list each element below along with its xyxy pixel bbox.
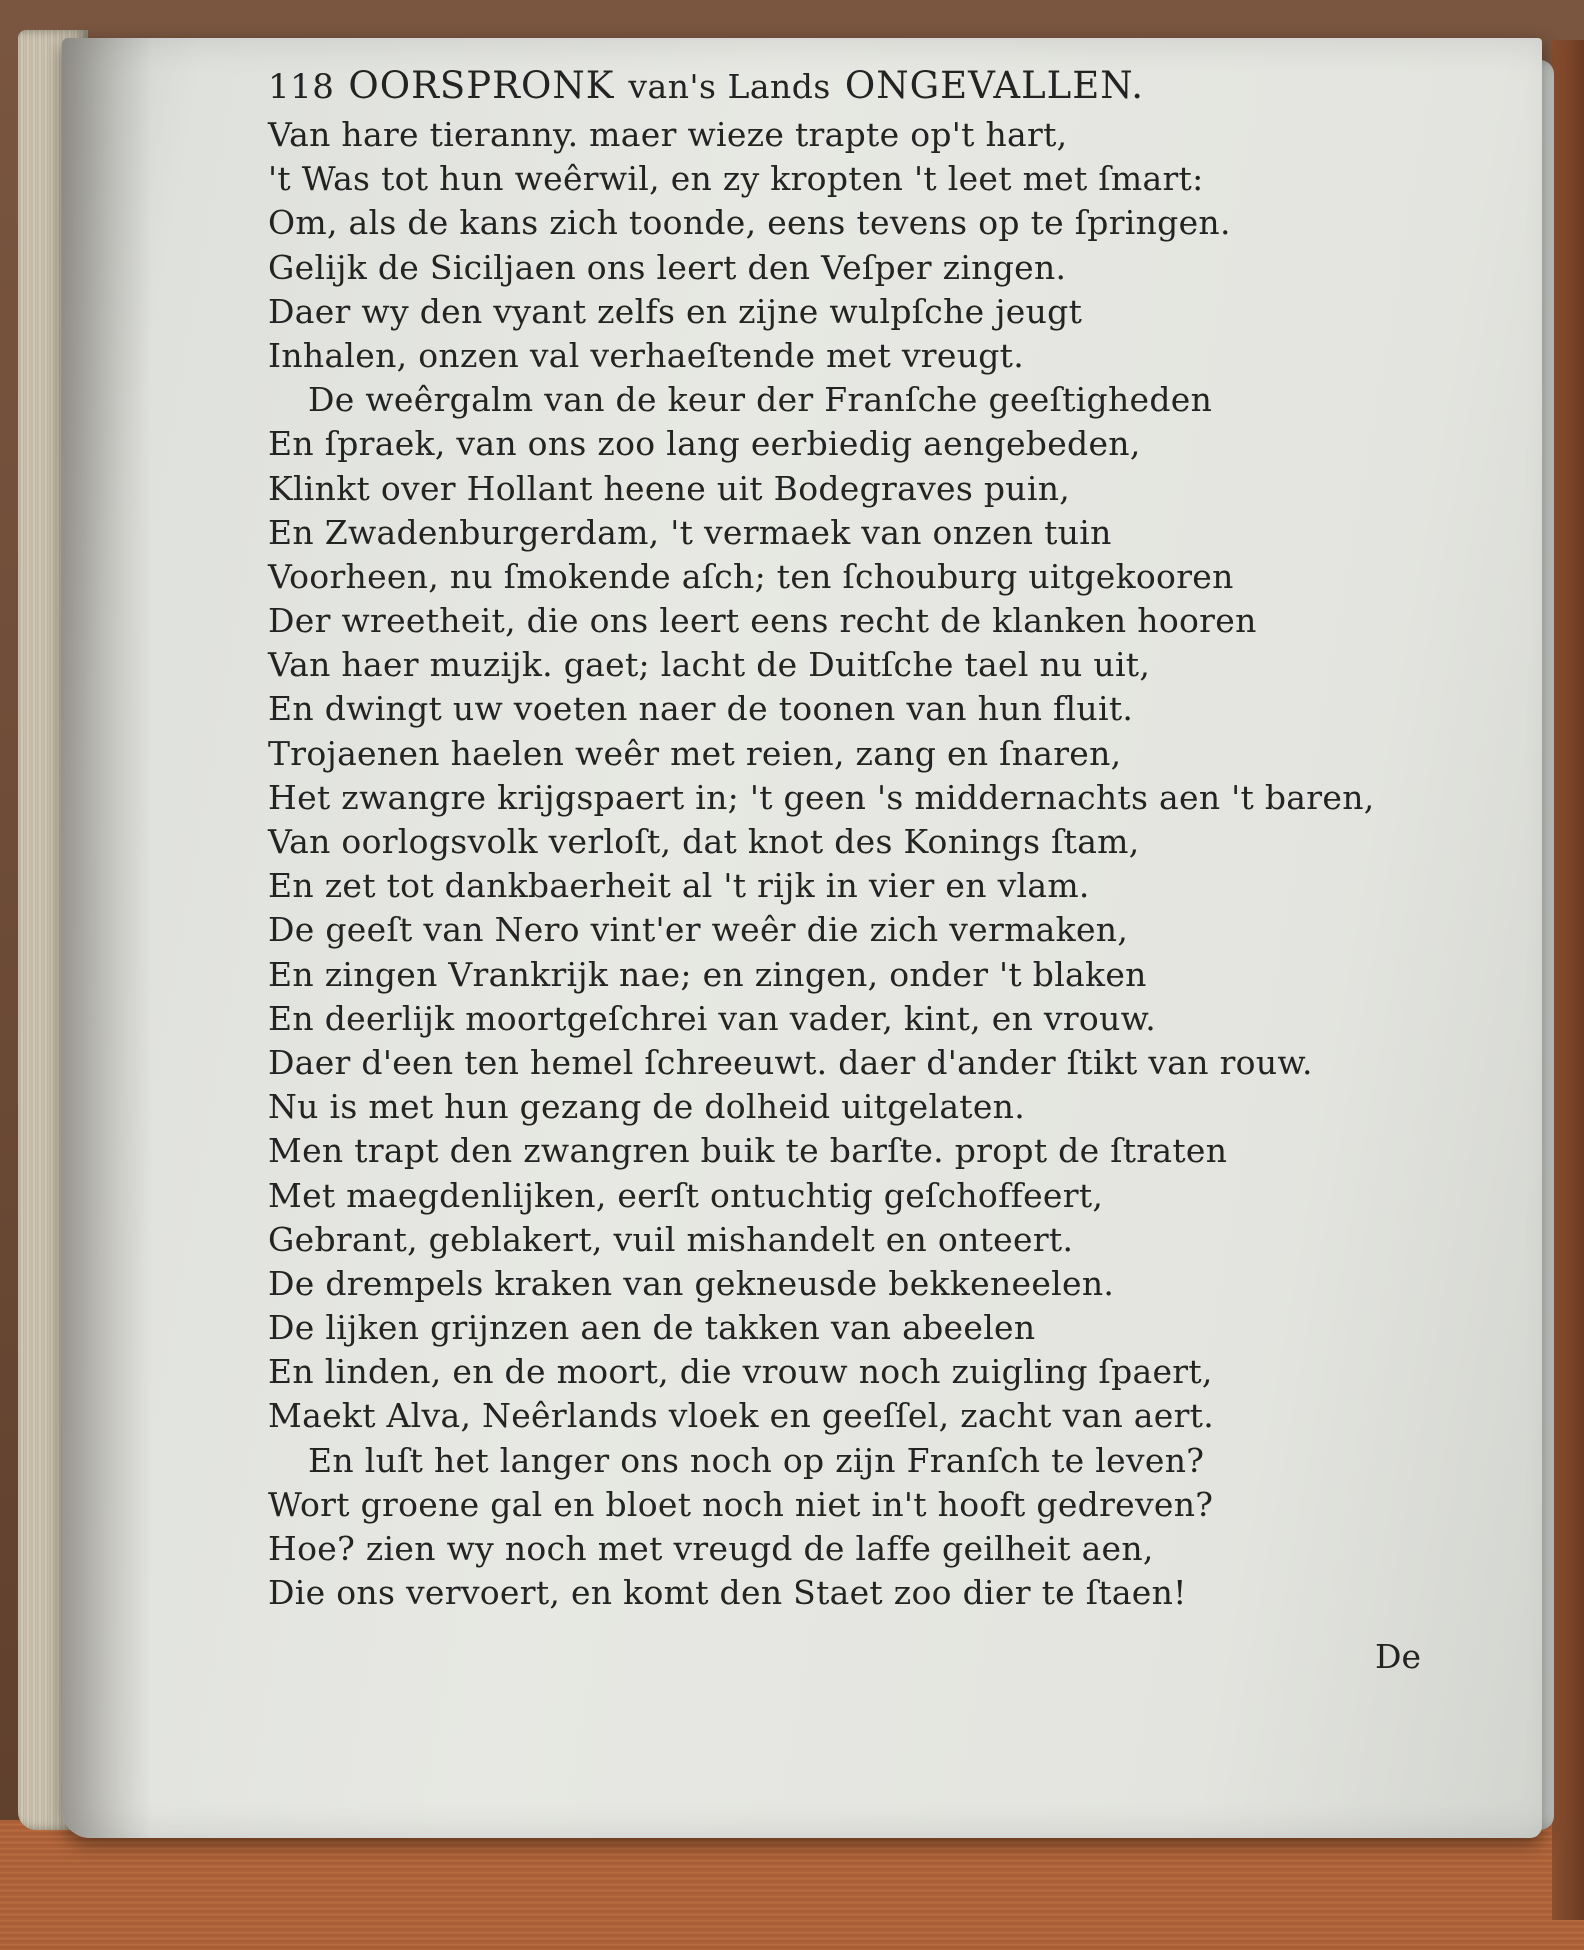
verse-line: En zingen Vrankrijk nae; en zingen, onder 't blaken (268, 954, 1147, 994)
verse-line: Gelijk de Siciljaen ons leert den Veſper zingen. (268, 247, 1067, 287)
verse-line: Maekt Alva, Neêrlands vloek en geeſſel, zacht van aert. (268, 1396, 1215, 1436)
verse-line: Daer d'een ten hemel ſchreeuwt. daer d'ander ſtikt van rouw. (268, 1042, 1313, 1082)
book-cover-right (1552, 40, 1584, 1920)
verse-line: De weêrgalm van de keur der Franſche geeſtigheden (308, 380, 1213, 420)
verse-line: En linden, en de moort, die vrouw noch zuigling ſpaert, (268, 1352, 1213, 1392)
verse-line: Die ons vervoert, en komt den Staet zoo dier te ſtaen! (268, 1573, 1187, 1613)
running-title-end: ONGEVALLEN. (844, 64, 1144, 107)
verse-line: De drempels kraken van gekneusde bekkeneelen. (268, 1263, 1115, 1303)
verse-line: En zet tot dankbaerheit al 't rijk in vier en vlam. (268, 866, 1090, 906)
verse-line: Het zwangre krijgspaert in; 't geen 's middernachts aen 't baren, (268, 777, 1375, 817)
verse-line: Klinkt over Hollant heene uit Bodegraves puin, (268, 468, 1071, 508)
verse-line: Wort groene gal en bloet noch niet in't hooft gedreven? (268, 1484, 1214, 1524)
verse-line: En ſpraek, van ons zoo lang eerbiedig aengebeden, (268, 424, 1141, 464)
verse-line: Der wreetheit, die ons leert eens recht de klanken hooren (268, 601, 1257, 641)
verse-line: Inhalen, onzen val verhaeſtende met vreugt. (268, 335, 1025, 375)
verse-line: De lijken grijnzen aen de takken van abeelen (268, 1308, 1036, 1348)
gutter-shadow (62, 38, 152, 1838)
verse-line: Trojaenen haelen weêr met reien, zang en ſnaren, (268, 733, 1122, 773)
verse-line: Van hare tieranny. maer wieze trapte op't hart, (268, 115, 1068, 154)
verse-line: En Zwadenburgerdam, 't vermaek van onzen tuin (268, 512, 1112, 552)
running-title-main: OORSPRONK (348, 64, 615, 107)
page-number: 118 (268, 67, 335, 107)
verse-line: Nu is met hun gezang de dolheid uitgelaten. (268, 1087, 1026, 1127)
running-head (268, 64, 1468, 107)
verse-line: En luſt het langer ons noch op zijn Franſch te leven? (308, 1440, 1205, 1480)
verse-lines (268, 113, 1468, 1615)
catchword: De (1375, 1637, 1421, 1676)
verse-line: Van haer muzijk. gaet; lacht de Duitſche tael nu uit, (268, 645, 1151, 685)
verse-line: Gebrant, geblakert, vuil mishandelt en onteert. (268, 1219, 1074, 1259)
verse-line: Om, als de kans zich toonde, eens tevens op te ſpringen. (268, 203, 1231, 243)
verse-line: Daer wy den vyant zelfs en zijne wulpſche jeugt (268, 291, 1083, 331)
verse-line: En deerlijk moortgeſchrei van vader, kint, en vrouw. (268, 998, 1157, 1038)
running-title-middle: van's Lands (628, 67, 831, 106)
verse-line: Hoe? zien wy noch met vreugd de laffe geilheit aen, (268, 1529, 1154, 1568)
verse-line: 't Was tot hun weêrwil, en zy kropten 't leet met ſmart: (268, 159, 1204, 199)
verse-line: Voorheen, nu ſmokende aſch; ten ſchouburg uitgekooren (268, 556, 1234, 596)
verse-line: De geeſt van Nero vint'er weêr die zich vermaken, (268, 910, 1129, 950)
verse-line: En dwingt uw voeten naer de toonen van hun fluit. (268, 689, 1134, 729)
page-text (268, 64, 1468, 1615)
verse-line: Men trapt den zwangren buik te barſte. propt de ſtraten (268, 1131, 1228, 1171)
book-cover-bottom (0, 1820, 1584, 1950)
verse-line: Van oorlogsvolk verloſt, dat knot des Konings ſtam, (268, 822, 1140, 861)
verse-line: Met maegdenlijken, eerſt ontuchtig geſchoffeert, (268, 1175, 1104, 1215)
